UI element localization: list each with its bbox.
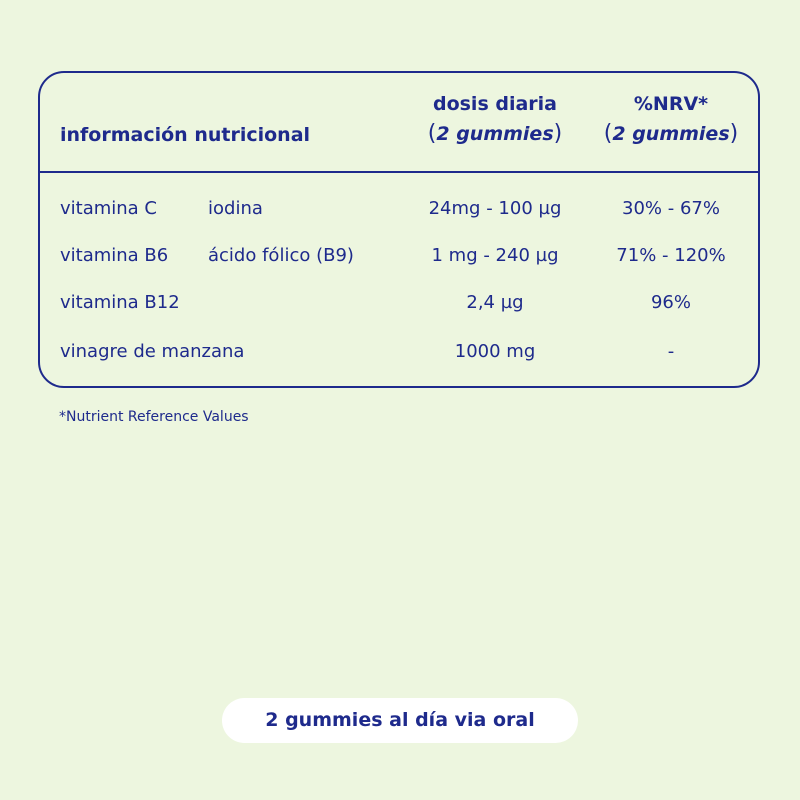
nutrient-nrv: - <box>667 341 675 362</box>
nutrient-name-secondary: ácido fólico (B9) <box>208 245 354 266</box>
footnote: *Nutrient Reference Values <box>59 409 249 425</box>
nutrient-name: vitamina B12 <box>60 292 180 313</box>
nutrient-name: vitamina C <box>60 198 158 219</box>
nutrient-name: vinagre de manzana <box>60 341 245 362</box>
nrv-sub: (2 gummies) <box>603 121 739 146</box>
nutrient-name-secondary: iodina <box>208 198 263 219</box>
nutrient-nrv: 96% <box>650 292 691 313</box>
nutrient-nrv: 71% - 120% <box>616 245 726 266</box>
table-title: información nutricional <box>60 124 311 146</box>
header-divider <box>40 171 758 173</box>
nutrient-name: vitamina B6 <box>60 245 169 266</box>
nutrient-dose: 1000 mg <box>454 341 536 362</box>
dosage-pill: 2 gummies al día via oral <box>222 698 578 743</box>
column-header-dose <box>400 89 590 149</box>
nutrient-dose: 24mg - 100 µg <box>428 198 562 219</box>
nutrient-dose: 2,4 µg <box>466 292 524 313</box>
nrv-label: %NRV* <box>633 93 709 115</box>
nutrition-table <box>38 71 760 388</box>
dose-label: dosis diaria <box>432 93 558 115</box>
nutrient-nrv: 30% - 67% <box>622 198 720 219</box>
dose-sub: (2 gummies) <box>427 121 563 146</box>
column-header-nrv <box>576 89 766 149</box>
nutrient-dose: 1 mg - 240 µg <box>431 245 559 266</box>
